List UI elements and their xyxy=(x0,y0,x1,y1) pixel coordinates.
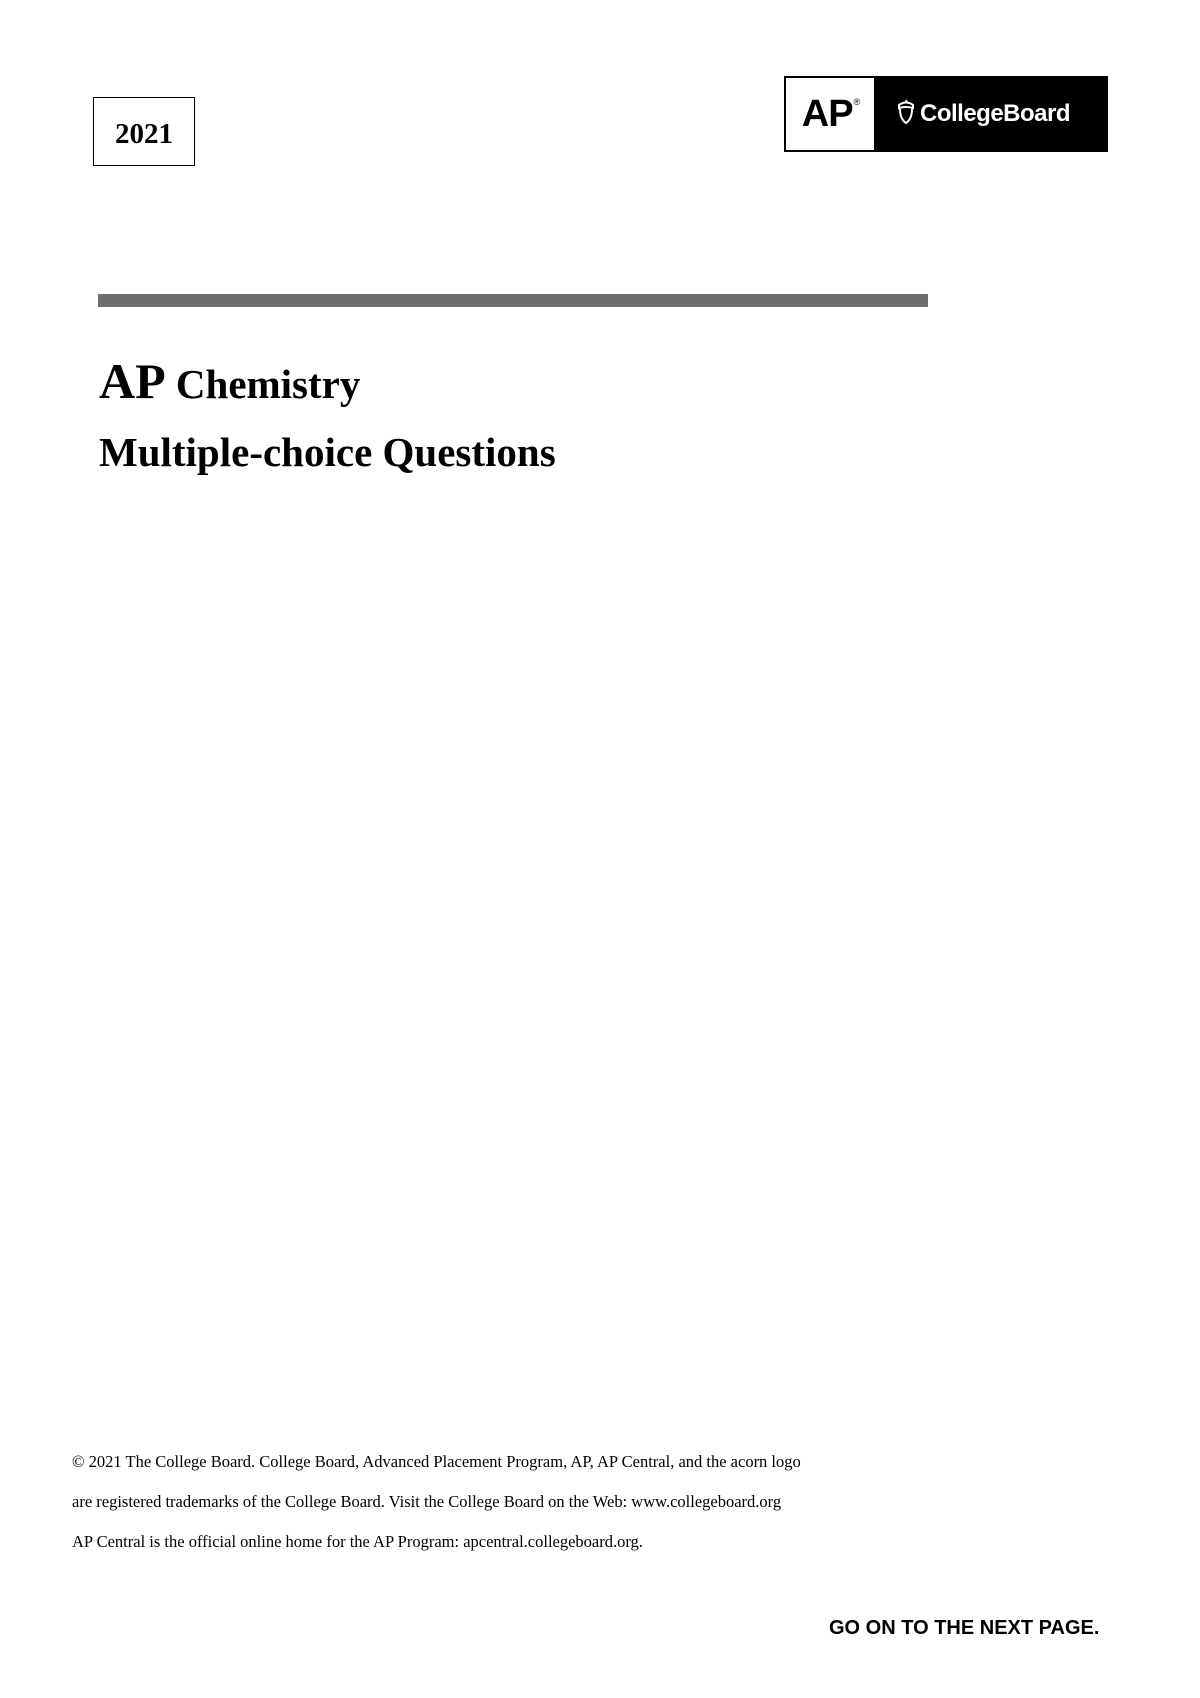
copyright-notice xyxy=(72,1442,801,1562)
logo-brand-text: CollegeBoard xyxy=(920,100,1071,127)
title-subject: Chemistry xyxy=(165,361,361,407)
copyright-line: AP Central is the official online home for the AP Program: apcentral.collegeboard.org. xyxy=(72,1532,643,1551)
logo-registered-mark: ® xyxy=(853,97,860,107)
next-page-instruction: GO ON TO THE NEXT PAGE. xyxy=(829,1617,1100,1639)
logo-ap-block xyxy=(786,78,874,150)
horizontal-rule xyxy=(98,294,928,307)
ap-collegeboard-logo xyxy=(784,76,1108,152)
page-title xyxy=(99,353,361,409)
copyright-line: are registered trademarks of the College Board. Visit the College Board on the Web: www.collegeboard.org xyxy=(72,1492,782,1511)
acorn-icon xyxy=(896,99,916,125)
logo-collegeboard-block xyxy=(874,78,1106,150)
year-label: 2021 xyxy=(115,118,173,150)
page-subtitle: Multiple-choice Questions xyxy=(99,429,556,475)
copyright-line: © 2021 The College Board. College Board, Advanced Placement Program, AP, AP Central, and the acorn logo xyxy=(72,1452,801,1471)
title-ap: AP xyxy=(99,353,166,409)
logo-ap-text: AP xyxy=(801,92,853,135)
year-box xyxy=(93,97,195,166)
